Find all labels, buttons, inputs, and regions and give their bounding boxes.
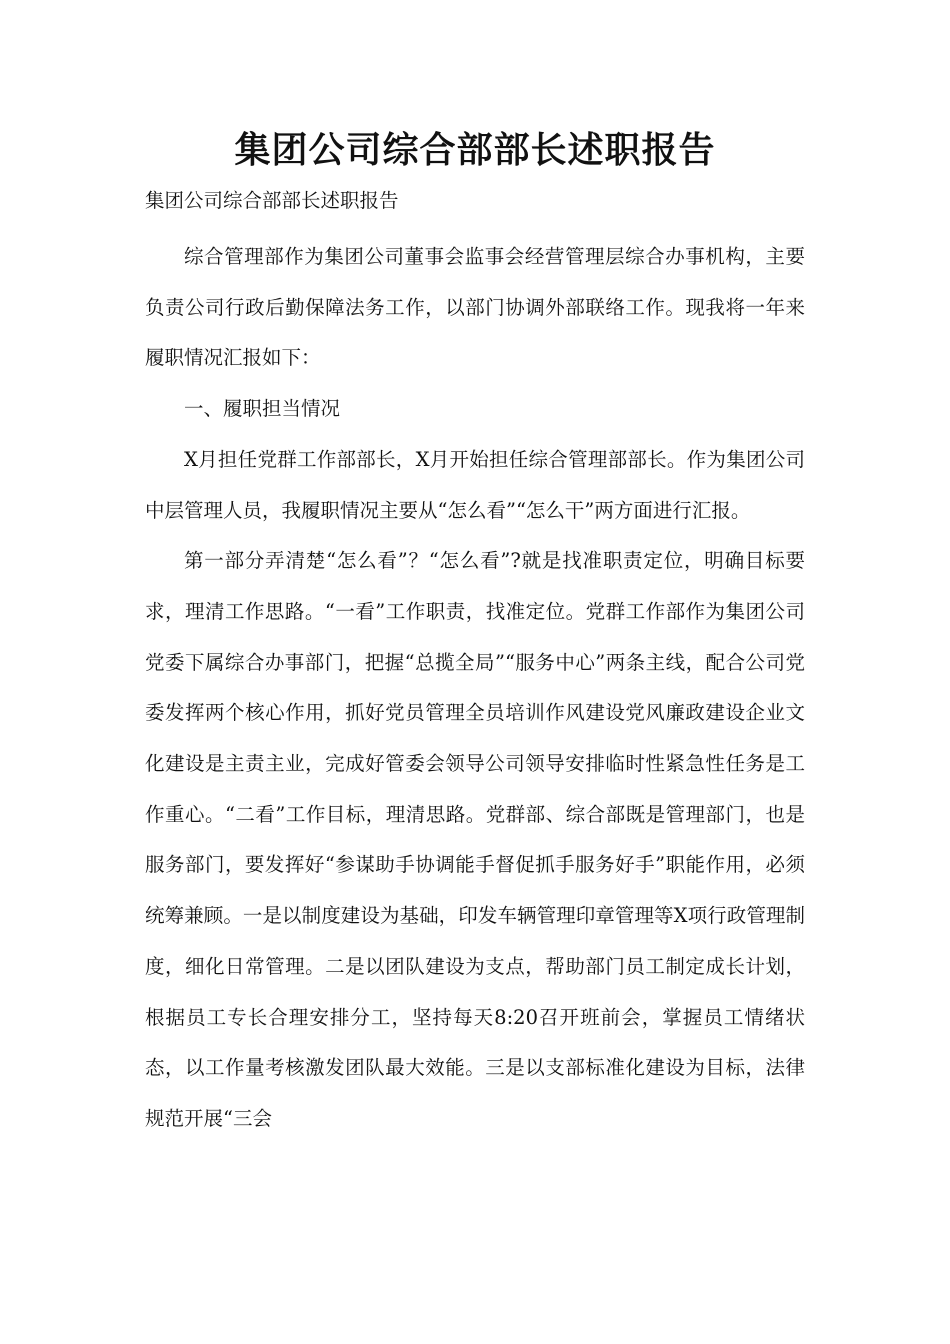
paragraph-part-one: 第一部分弄清楚“怎么看”？“怎么看”?就是找准职责定位，明确目标要求，理清工作思路。“一看”工作职责，找准定位。党群工作部作为集团公司党委下属综合办事部门，把握“总揽全局”“服务中心”两条主线，配合公司党委发挥两个核心作用，抓好党员管理全员培训作风建设党风廉政建设企业文化建设是主责主业，完成好管委会领导公司领导安排临时性紧急性任务是工作重心。“二看”工作目标，理清思路。党群部、综合部既是管理部门，也是服务部门，要发挥好“参谋助手协调能手督促抓手服务好手”职能作用，必须统筹兼顾。一是以制度建设为基础，印发车辆管理印章管理等X项行政管理制度，细化日常管理。二是以团队建设为支点，帮助部门员工制定成长计划，根据员工专长合理安排分工，坚持每天8:20召开班前会，掌握员工情绪状态，以工作量考核激发团队最大效能。三是以支部标准化建设为目标，法律规范开展“三会 — [145, 549, 805, 1130]
paragraph-intro: 综合管理部作为集团公司董事会监事会经营管理层综合办事机构，主要负责公司行政后勤保障法务工作，以部门协调外部联络工作。现我将一年来履职情况汇报如下： — [145, 245, 805, 370]
document-body — [145, 232, 805, 1145]
document-subtitle: 集团公司综合部部长述职报告 — [145, 189, 399, 212]
document-title: 集团公司综合部部长述职报告 — [234, 130, 716, 171]
paragraph-duty: X月担任党群工作部部长，X月开始担任综合管理部部长。作为集团公司中层管理人员，我履职情况主要从“怎么看”“怎么干”两方面进行汇报。 — [145, 447, 805, 522]
section-heading: 一、履职担当情况 — [184, 397, 341, 421]
